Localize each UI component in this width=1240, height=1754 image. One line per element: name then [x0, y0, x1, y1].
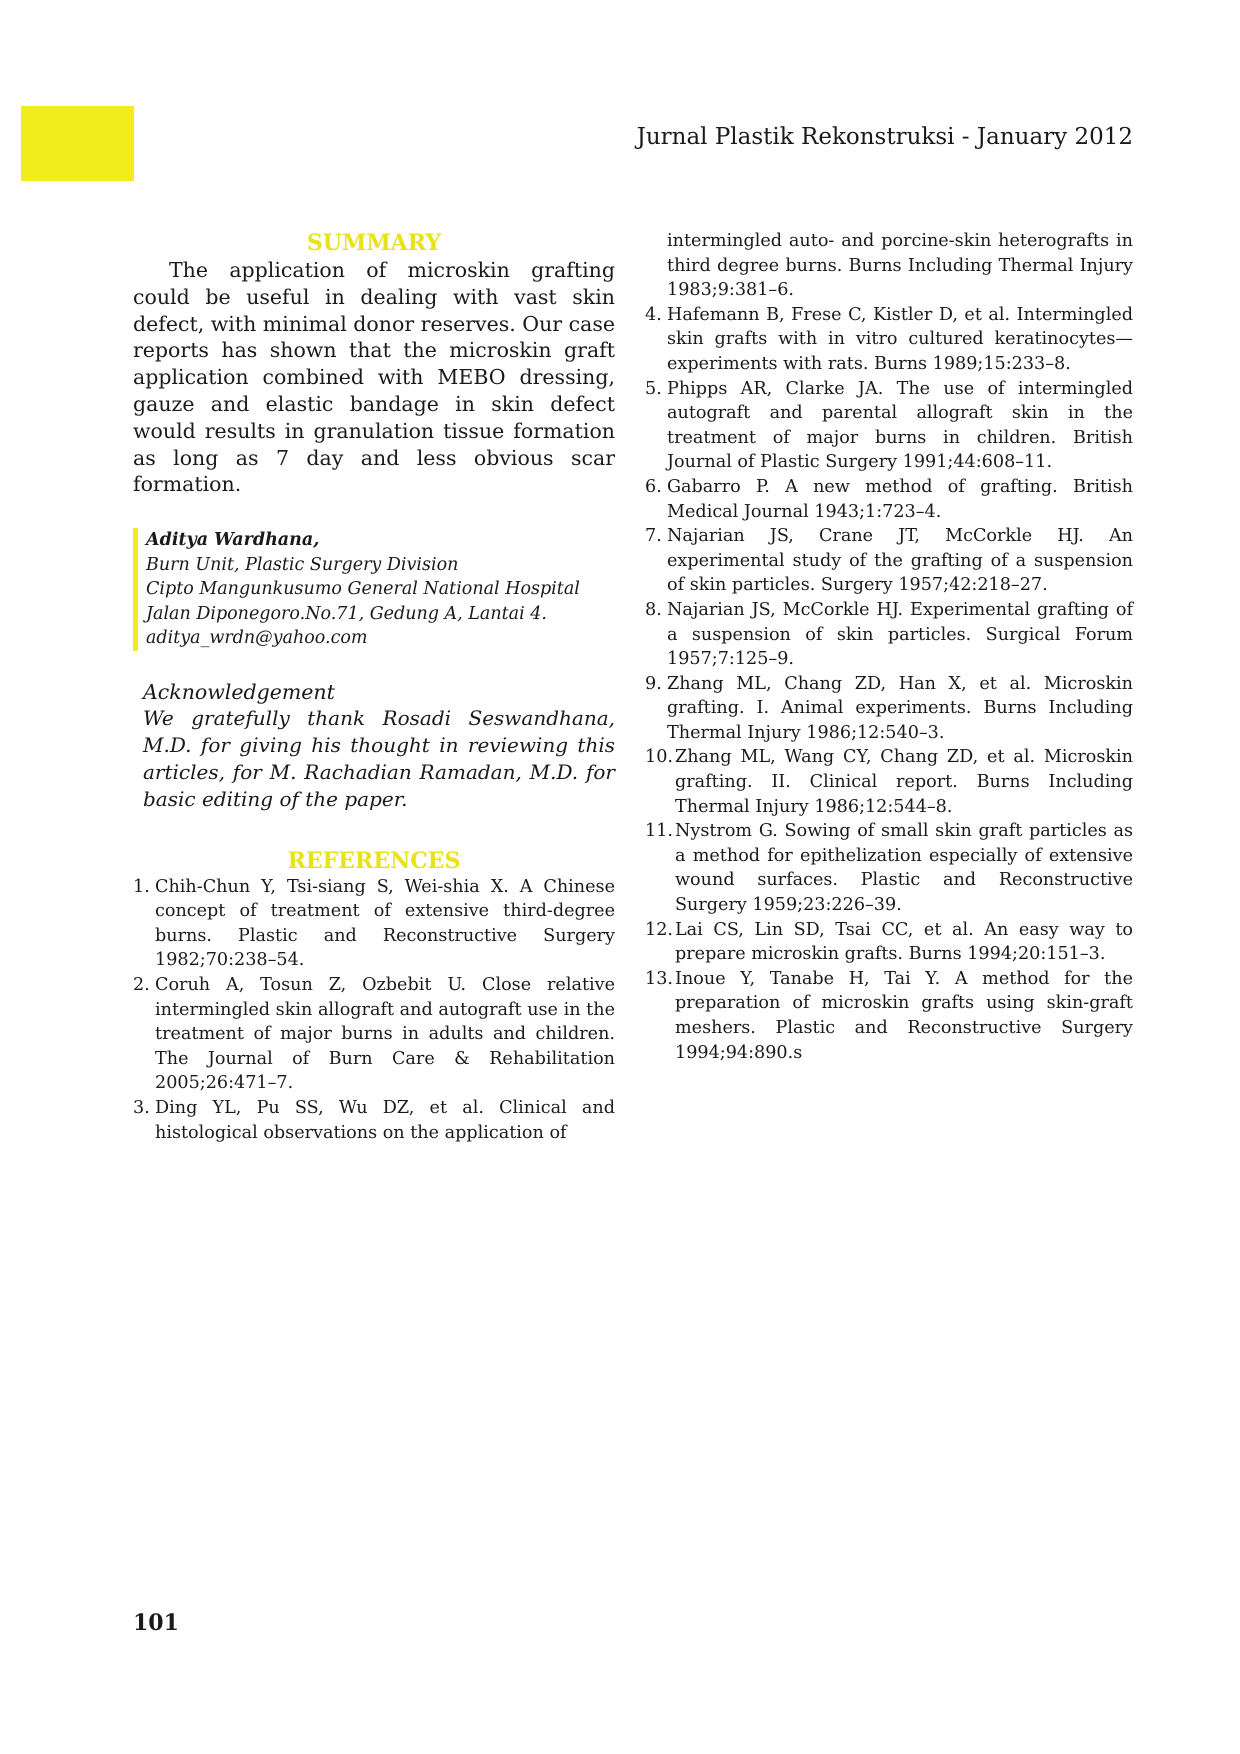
reference-number: 6. [645, 476, 662, 497]
reference-text: Nystrom G. Sowing of small skin graft particles as a method for epithelization especially of extensive wound surfaces. Plastic and Reconstructive Surgery 1959;23:226–39. [675, 821, 1133, 916]
reference-item [645, 598, 1133, 672]
reference-item [645, 303, 1133, 377]
reference-number: 10. [645, 747, 673, 768]
reference-item [645, 377, 1133, 475]
reference-text: Coruh A, Tosun Z, Ozbebit U. Close relative intermingled skin allograft and autograft use in the treatment of major burns in adults and children. The Journal of Burn Care & Rehabilitation 2005;26:471–7. [155, 975, 615, 1094]
author-name: Aditya Wardhana, [146, 530, 320, 551]
acknowledgement-section [133, 679, 615, 813]
reference-number: 11. [645, 821, 673, 842]
reference-list-left [133, 875, 615, 1146]
reference-text: Ding YL, Pu SS, Wu DZ, et al. Clinical and histological observations on the application of [155, 1098, 615, 1143]
reference-item [645, 745, 1133, 819]
reference-number: 8. [645, 599, 662, 620]
reference-number: 13. [645, 968, 673, 989]
author-email: aditya_wrdn@yahoo.com [146, 628, 368, 649]
author-affiliation-line: Jalan Diponegoro.No.71, Gedung A, Lantai 4. [146, 603, 547, 624]
corner-color-block [21, 106, 134, 181]
summary-heading: SUMMARY [306, 230, 442, 256]
author-info [133, 528, 615, 651]
references-heading: REFERENCES [287, 847, 461, 874]
reference-text: Chih-Chun Y, Tsi-siang S, Wei-shia X. A Chinese concept of treatment of extensive third-degree burns. Plastic and Reconstructive Surgery 1982;70:238–54. [155, 876, 615, 971]
reference-number: 7. [645, 526, 662, 547]
reference-number: 5. [645, 378, 662, 399]
left-column [133, 229, 615, 1145]
reference-number: 9. [645, 673, 662, 694]
reference-item [645, 524, 1133, 598]
acknowledgement-title: Acknowledgement [143, 679, 335, 704]
reference-item [645, 967, 1133, 1065]
author-affiliation-line: Burn Unit, Plastic Surgery Division [146, 554, 459, 575]
reference-number: 4. [645, 304, 662, 325]
reference-text: Inoue Y, Tanabe H, Tai Y. A method for the preparation of microskin grafts using skin-graft meshers. Plastic and Reconstructive Surgery 1994;94:890.s [675, 968, 1133, 1063]
reference-text: Najarian JS, McCorkle HJ. Experimental grafting of a suspension of skin particles. Surgical Forum 1957;7:125–9. [667, 599, 1133, 670]
reference-item [645, 918, 1133, 967]
reference-text: Zhang ML, Wang CY, Chang ZD, et al. Microskin grafting. II. Clinical report. Burns Including Thermal Injury 1986;12:544–8. [675, 747, 1133, 817]
reference-number: 3. [133, 1098, 150, 1118]
reference-item [645, 819, 1133, 917]
reference-text: Zhang ML, Chang ZD, Han X, et al. Microskin grafting. I. Animal experiments. Burns Including Thermal Injury 1986;12:540–3. [667, 673, 1133, 743]
reference-list-right [645, 303, 1133, 1065]
reference-number: 2. [133, 975, 150, 996]
reference-item [133, 1096, 615, 1145]
reference-item [133, 875, 615, 973]
right-column [645, 229, 1133, 1065]
reference-text: Phipps AR, Clarke JA. The use of intermingled autograft and parental allograft skin in the treatment of major burns in children. British Journal of Plastic Surgery 1991;44:608–11. [667, 378, 1133, 473]
journal-header: Jurnal Plastik Rekonstruksi - January 2012 [636, 124, 1133, 150]
reference-text: Gabarro P. A new method of grafting. British Medical Journal 1943;1:723–4. [667, 476, 1133, 522]
reference-item [645, 475, 1133, 524]
summary-text: The application of microskin grafting could be useful in dealing with vast skin defect, with minimal donor reserves. Our case reports has shown that the microskin graft application combined with MEBO dressing, gauze and elastic bandage in skin defect would results in granulation tissue formation as long as 7 day and less obvious scar formation. [133, 258, 615, 497]
acknowledgement-text: We gratefully thank Rosadi Seswandhana, M.D. for giving his thought in reviewing this articles, for M. Rachadian Ramadan, M.D. for basic editing of the paper. [143, 706, 615, 811]
page-number: 101 [133, 1610, 179, 1636]
reference-text: Najarian JS, Crane JT, McCorkle HJ. An experimental study of the grafting of a suspension of skin particles. Surgery 1957;42:218–27. [667, 526, 1133, 596]
reference-item [133, 973, 615, 1096]
reference-text: Hafemann B, Frese C, Kistler D, et al. Intermingled skin grafts with in vitro cultured keratinocytes—experiments with rats. Burns 1989;15:233–8. [667, 304, 1133, 374]
reference-text: Lai CS, Lin SD, Tsai CC, et al. An easy way to prepare microskin grafts. Burns 1994;20:151–3. [675, 919, 1133, 965]
reference-number: 1. [133, 876, 150, 897]
reference-item [645, 672, 1133, 746]
reference-number: 12. [645, 919, 673, 940]
reference-continuation: intermingled auto- and porcine-skin heterografts in third degree burns. Burns Including Thermal Injury 1983;9:381–6. [667, 231, 1133, 301]
author-affiliation-line: Cipto Mangunkusumo General National Hospital [146, 579, 580, 600]
